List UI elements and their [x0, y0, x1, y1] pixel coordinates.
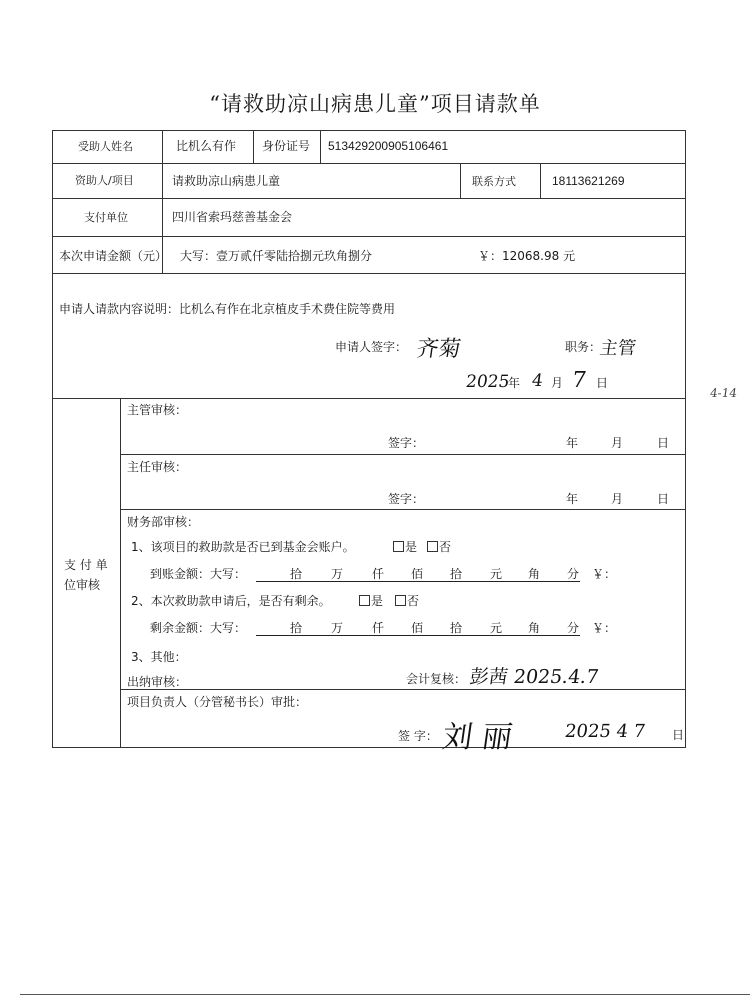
manager-sign-date: 2025 4 7: [563, 721, 647, 742]
supervisor-month: 月: [611, 436, 624, 450]
id-number-value: 513429200905106461: [328, 139, 449, 153]
finance-question-2: 2、本次救助款申请后，是否有剩余。: [131, 594, 331, 608]
q2-yes-option[interactable]: 是: [359, 594, 383, 608]
accountant-signature: 彭茜 2025.4.7: [468, 666, 600, 688]
request-date-day: 7: [570, 368, 588, 393]
q1-yes-option[interactable]: 是: [393, 540, 417, 554]
cashier-review-label: 出纳审核：: [127, 675, 188, 689]
request-date-year: 2025: [464, 372, 511, 392]
arrived-unit: 佰: [411, 567, 424, 581]
remain-amount-label: 剩余金额：大写：: [150, 621, 247, 635]
col-divider: [320, 130, 321, 163]
row-divider: [52, 236, 686, 237]
finance-question-1: 1、该项目的救助款是否已到基金会账户。: [131, 540, 355, 554]
supervisor-sign-label: 签字：: [388, 436, 425, 450]
table-border-top: [52, 130, 686, 131]
day-label: 日: [596, 376, 609, 390]
request-date-month: 4: [530, 371, 545, 391]
q2-no-option[interactable]: 否: [395, 594, 419, 608]
review-side-label-2: 位审核: [64, 578, 101, 592]
arrived-amount-label: 到账金额：大写：: [150, 567, 247, 581]
page-bottom-edge: [20, 994, 750, 995]
request-description: 申请人请款内容说明：比机么有作在北京植皮手术费住院等费用: [59, 302, 396, 316]
arrived-unit: 角: [528, 567, 541, 581]
amount-in-figures: ￥：12068.98 元: [478, 249, 576, 263]
row-divider: [120, 689, 686, 690]
arrived-yuan-sign: ￥：: [592, 567, 617, 581]
year-label: 年: [508, 376, 521, 390]
row-divider: [52, 163, 686, 164]
arrived-amount-underline: [256, 581, 580, 582]
position-label: 职务：: [565, 340, 602, 354]
remain-unit: 仟: [372, 621, 385, 635]
recipient-name-label: 受助人姓名: [78, 140, 133, 153]
checkbox-icon[interactable]: [359, 595, 370, 606]
contact-label: 联系方式: [472, 175, 516, 188]
remain-unit: 角: [528, 621, 541, 635]
director-review-label: 主任审核：: [127, 460, 188, 474]
contact-value: 18113621269: [552, 174, 625, 188]
remain-unit: 元: [490, 621, 503, 635]
col-divider: [540, 163, 541, 198]
position-value: 主管: [598, 338, 638, 359]
review-side-label-1: 支 付 单: [64, 558, 108, 572]
funder-project-value: 请救助凉山病患儿童: [172, 174, 281, 188]
row-divider: [52, 273, 686, 274]
table-border-left: [52, 130, 53, 747]
supervisor-day: 日: [657, 436, 670, 450]
applicant-signature-label: 申请人签字：: [335, 340, 408, 354]
id-number-label: 身份证号: [262, 139, 311, 153]
col-divider: [253, 130, 254, 163]
checkbox-icon[interactable]: [393, 541, 404, 552]
supervisor-review-label: 主管审核：: [127, 403, 188, 417]
remain-unit: 分: [567, 621, 580, 635]
finance-question-3: 3、其他：: [131, 650, 187, 664]
payer-label: 支付单位: [84, 211, 128, 224]
margin-note: 4-14: [709, 386, 738, 400]
recipient-name-value: 比机么有作: [176, 139, 237, 153]
payer-value: 四川省索玛慈善基金会: [172, 210, 293, 224]
remain-unit: 佰: [411, 621, 424, 635]
funder-project-label: 资助人/项目: [75, 174, 134, 187]
row-divider: [52, 398, 686, 399]
final-sign-label: 签 字：: [398, 729, 438, 743]
director-month: 月: [611, 492, 624, 506]
arrived-unit: 拾: [450, 567, 463, 581]
col-divider: [120, 398, 121, 747]
remain-unit: 拾: [450, 621, 463, 635]
director-day: 日: [657, 492, 670, 506]
arrived-unit: 仟: [372, 567, 385, 581]
checkbox-icon[interactable]: [395, 595, 406, 606]
document-title: “请救助凉山病患儿童”项目请款单: [209, 92, 541, 116]
remain-unit: 万: [331, 621, 344, 635]
table-border-bottom: [52, 747, 686, 748]
amount-label: 本次申请金额（元）: [59, 249, 168, 263]
table-border-right: [685, 130, 686, 747]
manager-signature: 刘 丽: [440, 720, 515, 755]
col-divider: [460, 163, 461, 198]
row-divider: [120, 454, 686, 455]
q1-no-option[interactable]: 否: [427, 540, 451, 554]
manager-approval-label: 项目负责人（分管秘书长）审批：: [127, 695, 308, 709]
remain-unit: 拾: [290, 621, 303, 635]
supervisor-year: 年: [566, 436, 579, 450]
final-day-label: 日: [672, 728, 685, 742]
applicant-signature: 齐菊: [414, 337, 463, 362]
arrived-unit: 万: [331, 567, 344, 581]
row-divider: [52, 198, 686, 199]
arrived-unit: 拾: [290, 567, 303, 581]
remain-yuan-sign: ￥：: [592, 621, 617, 635]
arrived-unit: 分: [567, 567, 580, 581]
arrived-unit: 元: [490, 567, 503, 581]
month-label: 月: [551, 376, 564, 390]
row-divider: [120, 509, 686, 510]
director-year: 年: [566, 492, 579, 506]
finance-review-label: 财务部审核：: [127, 515, 200, 529]
accountant-review-label: 会计复核：: [406, 672, 467, 686]
amount-in-words: 大写：壹万贰仟零陆拾捌元玖角捌分: [180, 249, 373, 263]
remain-amount-underline: [256, 635, 580, 636]
checkbox-icon[interactable]: [427, 541, 438, 552]
director-sign-label: 签字：: [388, 492, 425, 506]
